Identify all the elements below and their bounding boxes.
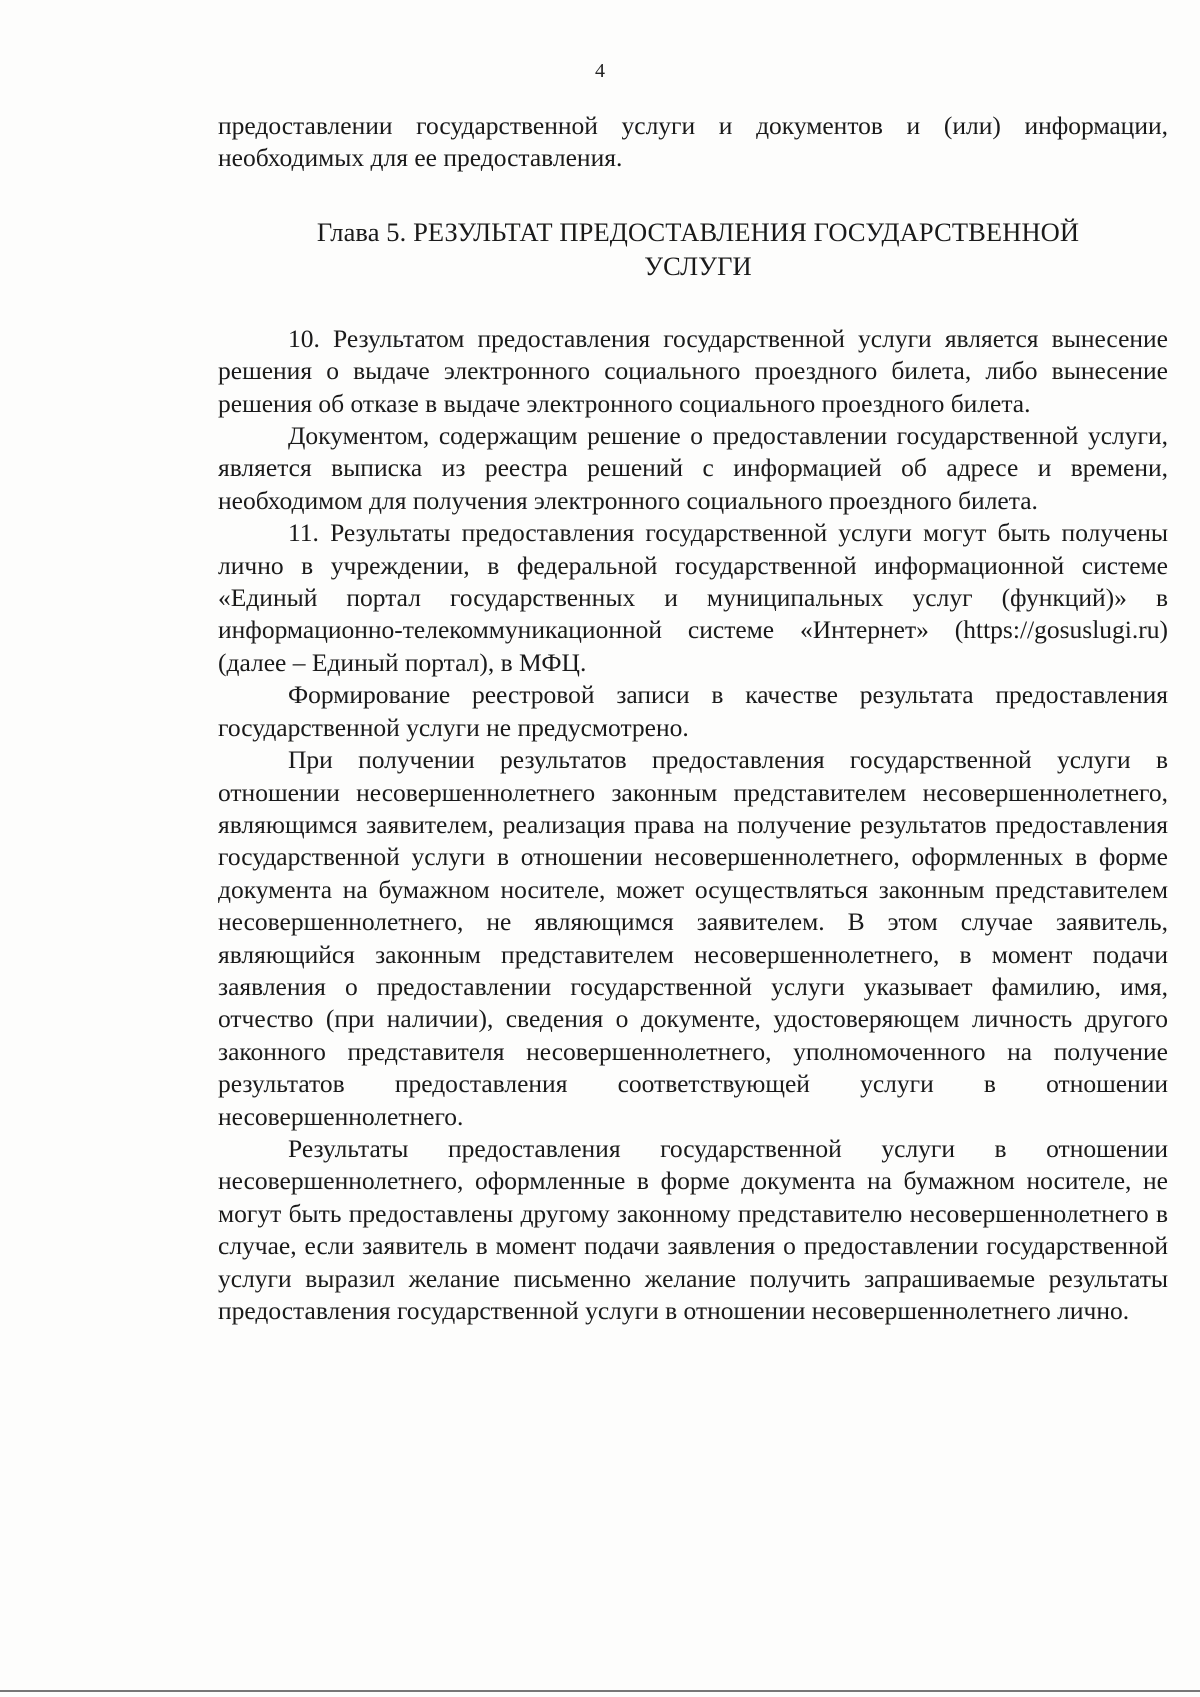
intro-paragraph: предоставлении государственной услуги и документов и (или) информации, необходимых для ее предоставления.: [218, 111, 1168, 173]
page-number: 4: [595, 60, 605, 82]
paragraph-11: 11. Результаты предоставления государственной услуги могут быть получены лично в учреждении, в федеральной государственной информационной системе «Единый портал государственных и муниципальных услуг (функций)» в информационно-телекоммуникационной системе «Интернет» (https://gosuslugi.ru) (далее – Единый портал), в МФЦ.: [218, 518, 1168, 677]
paragraph-result-document: Документом, содержащим решение о предоставлении государственной услуги, является выписка из реестра решений с информацией об адресе и времени, необходимом для получения электронного социального проездного билета.: [218, 421, 1168, 515]
paragraph-minor-representative: При получении результатов предоставления государственной услуги в отношении несовершеннолетнего законным представителем несовершеннолетнего, являющимся заявителем, реализация права на получение результатов предоставления государственной услуги в отношении несовершеннолетнего, оформленных в форме документа на бумажном носителе, может осуществляться законным представителем несовершеннолетнего, не являющимся заявителем. В этом случае заявитель, являющийся законным представителем несовершеннолетнего, в момент подачи заявления о предоставлении государственной услуги указывает фамилию, имя, отчество (при наличии), сведения о документе, удостоверяющем личность другого законного представителя несовершеннолетнего, уполномоченного на получение результатов предоставления соответствующей услуги в отношении несовершеннолетнего.: [218, 745, 1168, 1131]
paragraph-minor-restriction: Результаты предоставления государственной услуги в отношении несовершеннолетнего, оформленные в форме документа на бумажном носителе, не могут быть предоставлены другому законному представителю несовершеннолетнего в случае, если заявитель в момент подачи заявления о предоставлении государственной услуги выразил желание письменно желание получить запрашиваемые результаты предоставления государственной услуги в отношении несовершеннолетнего лично.: [218, 1133, 1168, 1325]
paragraph-10: 10. Результатом предоставления государственной услуги является вынесение решения о выдаче электронного социального проездного билета, либо вынесение решения об отказе в выдаче электронного социального проездного билета.: [218, 323, 1168, 418]
paragraph-registry-record: Формирование реестровой записи в качестве результата предоставления государственной услуги не предусмотрено.: [218, 680, 1168, 742]
document-body: [218, 110, 1168, 1327]
chapter-heading: Глава 5. РЕЗУЛЬТАТ ПРЕДОСТАВЛЕНИЯ ГОСУДАРСТВЕННОЙ УСЛУГИ: [316, 216, 1080, 281]
bottom-edge-line: [0, 1690, 1200, 1692]
